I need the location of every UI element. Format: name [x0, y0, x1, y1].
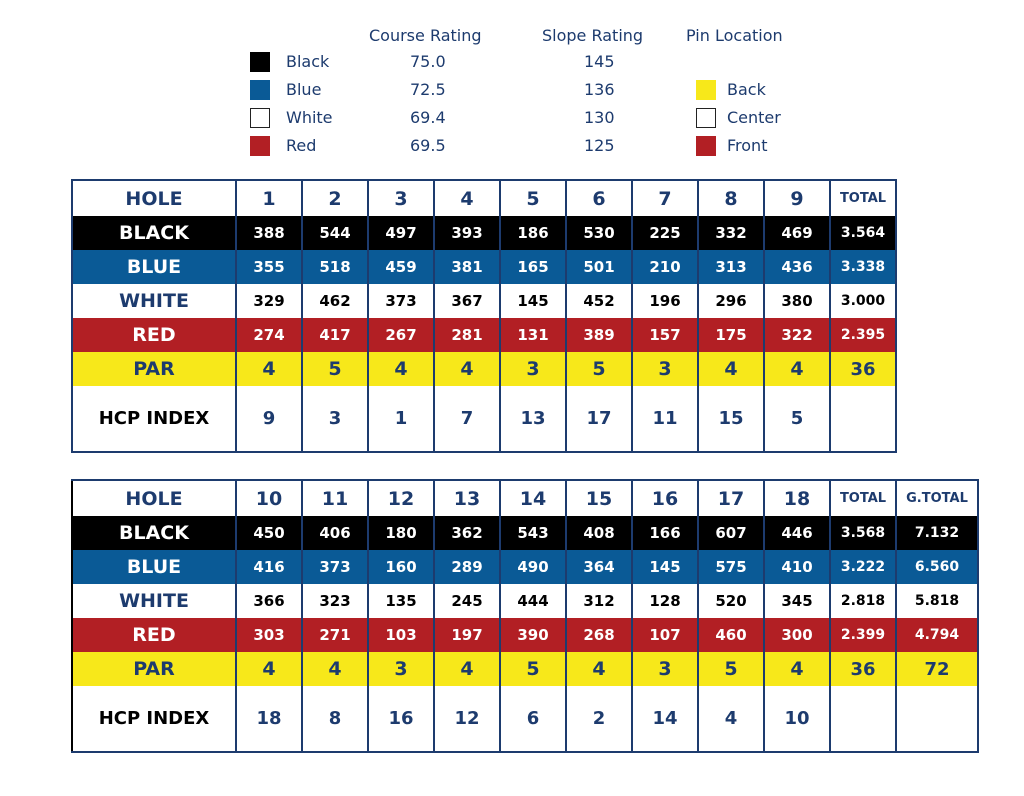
yardage: 366	[236, 584, 302, 618]
yardage: 166	[632, 516, 698, 550]
white-label: WHITE	[72, 584, 236, 618]
yardage: 373	[368, 284, 434, 318]
yardage: 355	[236, 250, 302, 284]
hole-label: HOLE	[72, 180, 236, 216]
blue-tee-row	[72, 550, 978, 584]
yardage: 469	[764, 216, 830, 250]
hcp-value: 9	[236, 386, 302, 452]
slope-rating-value: 145	[584, 52, 615, 71]
yardage: 210	[632, 250, 698, 284]
hole-number: 6	[566, 180, 632, 216]
red-label: RED	[72, 318, 236, 352]
hcp-total-empty	[830, 386, 896, 452]
yardage: 607	[698, 516, 764, 550]
yardage: 345	[764, 584, 830, 618]
yardage: 362	[434, 516, 500, 550]
yardage: 373	[302, 550, 368, 584]
hole-number: 16	[632, 480, 698, 516]
black-label: BLACK	[72, 516, 236, 550]
par-value: 4	[302, 652, 368, 686]
hole-number: 12	[368, 480, 434, 516]
yardage: 520	[698, 584, 764, 618]
yardage: 225	[632, 216, 698, 250]
par-value: 5	[302, 352, 368, 386]
yardage: 175	[698, 318, 764, 352]
yardage: 364	[566, 550, 632, 584]
par-value: 3	[368, 652, 434, 686]
grand-total-yardage: 7.132	[896, 516, 978, 550]
back-nine-scorecard	[71, 479, 979, 753]
total-header: TOTAL	[830, 180, 896, 216]
white-tee-swatch	[250, 108, 270, 128]
hcp-value: 11	[632, 386, 698, 452]
blue-label: BLUE	[72, 250, 236, 284]
yardage: 544	[302, 216, 368, 250]
hcp-value: 7	[434, 386, 500, 452]
pin-label: Back	[727, 80, 766, 99]
yardage: 271	[302, 618, 368, 652]
yardage: 128	[632, 584, 698, 618]
legend-row-red	[250, 136, 810, 158]
yardage: 274	[236, 318, 302, 352]
yardage: 452	[566, 284, 632, 318]
yardage: 197	[434, 618, 500, 652]
hcp-value: 17	[566, 386, 632, 452]
course-rating-header: Course Rating	[369, 26, 482, 45]
hcp-total-empty	[830, 686, 896, 752]
tee-name: White	[286, 108, 333, 127]
pin-label: Front	[727, 136, 768, 155]
grand-total-header: G.TOTAL	[896, 480, 978, 516]
yardage: 157	[632, 318, 698, 352]
pin-label: Center	[727, 108, 781, 127]
black-tee-row	[72, 516, 978, 550]
hcp-index-label: HCP INDEX	[72, 686, 236, 752]
hole-number: 15	[566, 480, 632, 516]
legend-row-blue	[250, 80, 810, 102]
yardage: 180	[368, 516, 434, 550]
yardage: 165	[500, 250, 566, 284]
yardage: 406	[302, 516, 368, 550]
yardage: 444	[500, 584, 566, 618]
hcp-value: 15	[698, 386, 764, 452]
course-rating-value: 75.0	[410, 52, 446, 71]
yardage: 145	[500, 284, 566, 318]
hole-row	[72, 180, 896, 216]
yardage: 518	[302, 250, 368, 284]
yardage: 196	[632, 284, 698, 318]
par-row	[72, 652, 978, 686]
par-value: 5	[566, 352, 632, 386]
slope-rating-header: Slope Rating	[542, 26, 644, 45]
black-tee-row	[72, 216, 896, 250]
hole-number: 17	[698, 480, 764, 516]
hole-number: 1	[236, 180, 302, 216]
slope-rating-value: 136	[584, 80, 615, 99]
hcp-index-label: HCP INDEX	[72, 386, 236, 452]
hole-number: 18	[764, 480, 830, 516]
par-value: 4	[434, 352, 500, 386]
black-tee-swatch	[250, 52, 270, 72]
hcp-value: 10	[764, 686, 830, 752]
par-grand-total: 72	[896, 652, 978, 686]
yardage: 267	[368, 318, 434, 352]
course-rating-value: 69.5	[410, 136, 446, 155]
par-value: 4	[368, 352, 434, 386]
total-header: TOTAL	[830, 480, 896, 516]
red-tee-swatch	[250, 136, 270, 156]
par-label: PAR	[72, 352, 236, 386]
total-yardage: 3.000	[830, 284, 896, 318]
white-label: WHITE	[72, 284, 236, 318]
yardage: 497	[368, 216, 434, 250]
yardage: 460	[698, 618, 764, 652]
hcp-value: 14	[632, 686, 698, 752]
yardage: 186	[500, 216, 566, 250]
yardage: 329	[236, 284, 302, 318]
hole-label: HOLE	[72, 480, 236, 516]
yardage: 313	[698, 250, 764, 284]
slope-rating-value: 130	[584, 108, 615, 127]
total-yardage: 3.222	[830, 550, 896, 584]
front-nine-scorecard	[71, 179, 897, 453]
yardage: 145	[632, 550, 698, 584]
yardage: 303	[236, 618, 302, 652]
grand-total-yardage: 4.794	[896, 618, 978, 652]
yardage: 135	[368, 584, 434, 618]
yardage: 390	[500, 618, 566, 652]
par-value: 4	[566, 652, 632, 686]
hole-number: 11	[302, 480, 368, 516]
yardage: 408	[566, 516, 632, 550]
yardage: 323	[302, 584, 368, 618]
yardage: 393	[434, 216, 500, 250]
yardage: 543	[500, 516, 566, 550]
yardage: 410	[764, 550, 830, 584]
yardage: 575	[698, 550, 764, 584]
yardage: 380	[764, 284, 830, 318]
hcp-value: 12	[434, 686, 500, 752]
hole-number: 3	[368, 180, 434, 216]
tee-name: Black	[286, 52, 330, 71]
hcp-value: 18	[236, 686, 302, 752]
tee-name: Blue	[286, 80, 322, 99]
yardage: 436	[764, 250, 830, 284]
par-row	[72, 352, 896, 386]
yardage: 300	[764, 618, 830, 652]
hole-number: 2	[302, 180, 368, 216]
yardage: 462	[302, 284, 368, 318]
par-total: 36	[830, 652, 896, 686]
black-label: BLACK	[72, 216, 236, 250]
total-yardage: 2.818	[830, 584, 896, 618]
hole-number: 4	[434, 180, 500, 216]
grand-total-yardage: 5.818	[896, 584, 978, 618]
par-label: PAR	[72, 652, 236, 686]
hcp-index-row	[72, 386, 896, 452]
blue-tee-swatch	[250, 80, 270, 100]
yardage: 490	[500, 550, 566, 584]
yardage: 322	[764, 318, 830, 352]
yardage: 131	[500, 318, 566, 352]
par-value: 4	[236, 352, 302, 386]
slope-rating-value: 125	[584, 136, 615, 155]
yardage: 367	[434, 284, 500, 318]
par-value: 3	[632, 652, 698, 686]
hole-number: 13	[434, 480, 500, 516]
hcp-grand-total-empty	[896, 686, 978, 752]
hole-number: 9	[764, 180, 830, 216]
hcp-value: 5	[764, 386, 830, 452]
total-yardage: 3.568	[830, 516, 896, 550]
red-tee-row	[72, 618, 978, 652]
hole-row	[72, 480, 978, 516]
yardage: 446	[764, 516, 830, 550]
par-value: 4	[434, 652, 500, 686]
yardage: 530	[566, 216, 632, 250]
hcp-value: 13	[500, 386, 566, 452]
total-yardage: 2.395	[830, 318, 896, 352]
yardage: 245	[434, 584, 500, 618]
total-yardage: 3.564	[830, 216, 896, 250]
yardage: 268	[566, 618, 632, 652]
yardage: 281	[434, 318, 500, 352]
hcp-value: 3	[302, 386, 368, 452]
blue-tee-row	[72, 250, 896, 284]
par-value: 3	[500, 352, 566, 386]
hcp-index-row	[72, 686, 978, 752]
yardage: 381	[434, 250, 500, 284]
back-pin-swatch	[696, 80, 716, 100]
course-rating-value: 69.4	[410, 108, 446, 127]
yardage: 388	[236, 216, 302, 250]
par-value: 4	[764, 352, 830, 386]
white-tee-row	[72, 584, 978, 618]
front-pin-swatch	[696, 136, 716, 156]
par-value: 5	[500, 652, 566, 686]
center-pin-swatch	[696, 108, 716, 128]
par-value: 4	[764, 652, 830, 686]
hcp-value: 1	[368, 386, 434, 452]
par-value: 4	[236, 652, 302, 686]
yardage: 296	[698, 284, 764, 318]
tee-name: Red	[286, 136, 317, 155]
yardage: 389	[566, 318, 632, 352]
par-value: 5	[698, 652, 764, 686]
hole-number: 5	[500, 180, 566, 216]
yardage: 501	[566, 250, 632, 284]
blue-label: BLUE	[72, 550, 236, 584]
yardage: 416	[236, 550, 302, 584]
yardage: 103	[368, 618, 434, 652]
white-tee-row	[72, 284, 896, 318]
yardage: 417	[302, 318, 368, 352]
hcp-value: 2	[566, 686, 632, 752]
red-tee-row	[72, 318, 896, 352]
yardage: 160	[368, 550, 434, 584]
hole-number: 14	[500, 480, 566, 516]
legend-row-black	[250, 52, 810, 74]
hole-number: 8	[698, 180, 764, 216]
yardage: 312	[566, 584, 632, 618]
yardage: 107	[632, 618, 698, 652]
hcp-value: 6	[500, 686, 566, 752]
par-total: 36	[830, 352, 896, 386]
yardage: 450	[236, 516, 302, 550]
hcp-value: 16	[368, 686, 434, 752]
legend-row-white	[250, 108, 810, 130]
hcp-value: 8	[302, 686, 368, 752]
yardage: 459	[368, 250, 434, 284]
hole-number: 7	[632, 180, 698, 216]
red-label: RED	[72, 618, 236, 652]
total-yardage: 3.338	[830, 250, 896, 284]
pin-location-header: Pin Location	[686, 26, 783, 45]
yardage: 332	[698, 216, 764, 250]
grand-total-yardage: 6.560	[896, 550, 978, 584]
par-value: 4	[698, 352, 764, 386]
hcp-value: 4	[698, 686, 764, 752]
course-rating-value: 72.5	[410, 80, 446, 99]
total-yardage: 2.399	[830, 618, 896, 652]
yardage: 289	[434, 550, 500, 584]
par-value: 3	[632, 352, 698, 386]
hole-number: 10	[236, 480, 302, 516]
